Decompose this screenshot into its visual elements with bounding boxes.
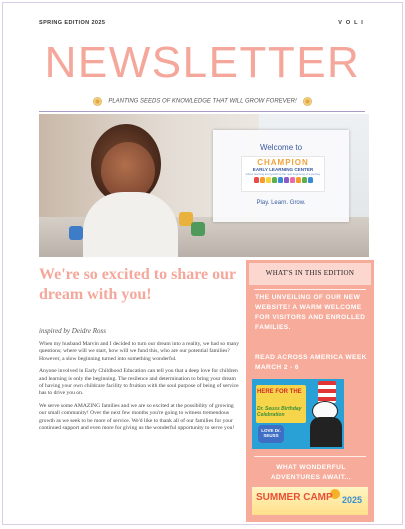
volume-label: V O L I: [338, 20, 364, 26]
toy-block: [191, 222, 205, 236]
sidebar-title-box: [249, 263, 371, 285]
tagline: PLANTING SEEDS OF KNOWLEDGE THAT WILL GROW FOREVER!: [108, 98, 297, 105]
article-paragraph: Anyone involved in Early Childhood Education can tell you that a deep love for children and learning is only the beginning. The resilence and determination to bring your dream of having your own childcare facility to fruition with the soul purpose of being of service has to drive you on.: [39, 368, 239, 397]
newsletter-page: [2, 2, 403, 525]
logo-fineprint: where learning and growth is the new beginning of a journey: [245, 171, 321, 176]
edition-sidebar: [246, 260, 374, 522]
summer-camp-text: SUMMER CAMP: [256, 492, 333, 503]
sidebar-divider: [254, 289, 366, 290]
logo-subtitle: EARLY LEARNING CENTER: [252, 167, 314, 172]
article-byline: inspired by Deidre Ross: [39, 327, 106, 335]
child-body: [83, 192, 178, 257]
dr-seuss-promo-image: [252, 379, 344, 449]
flower-icon: [93, 97, 102, 106]
article-body: [39, 341, 240, 437]
welcome-text: Welcome to: [259, 143, 303, 152]
summer-camp-image: [252, 487, 368, 515]
promo-heading: HERE FOR THE: [257, 389, 302, 395]
center-logo: [241, 156, 325, 192]
edition-label: SPRING EDITION 2025: [39, 20, 106, 26]
hero-photo: [39, 114, 369, 257]
toy-block: [69, 226, 83, 240]
article-paragraph: We serve some AMAZING families and we are so excited at the possibility of growing our small community! Over the next few months you're going to witness tremendous growth as we seek to be more of service. We'd like to thank all of our families for your continued support and even more for giving us the wonderful opportunity to serve you!: [39, 402, 235, 432]
sidebar-item-read-across: READ ACROSS AMERICA WEEK MARCH 2 - 6: [255, 354, 367, 371]
sidebar-item-website: THE UNVEILING OF OUR NEW WEBSITE! A WARM WELCOME FOR VISITORS AND ENROLLED FAMILIES.: [255, 294, 366, 331]
sidebar-divider: [254, 456, 366, 457]
masthead-title: NEWSLETTER: [44, 38, 361, 87]
promo-subtitle: Dr. Seuss Birthday Celebration: [257, 406, 302, 418]
sidebar-title: WHAT'S IN THIS EDITION: [265, 269, 355, 277]
article-headline: We're so excited to share our dream with you!: [39, 266, 236, 303]
handprints-graphic: [242, 177, 324, 183]
tagline-row: [3, 92, 402, 110]
slogan: Play. Learn. Grow.: [256, 200, 306, 206]
summer-camp-year: 2025: [341, 495, 362, 505]
header-divider: [39, 111, 365, 112]
flower-icon: [303, 97, 312, 106]
welcome-card: [213, 130, 349, 222]
article-paragraph: When my husband Marvin and I decided to turn our dream into a reality, we had so many questions; where will we start, how will we fund this, who are our potential families? However, a slow beginning turned into something wonderful.: [39, 341, 240, 362]
love-seuss-badge: LOVE Dr. SEUSS: [258, 425, 284, 443]
cat-in-hat-icon: [318, 381, 336, 403]
sidebar-item-adventures: WHAT WONDERFUL ADVENTURES AWAIT...: [270, 464, 352, 481]
logo-name: CHAMPION: [257, 158, 309, 167]
